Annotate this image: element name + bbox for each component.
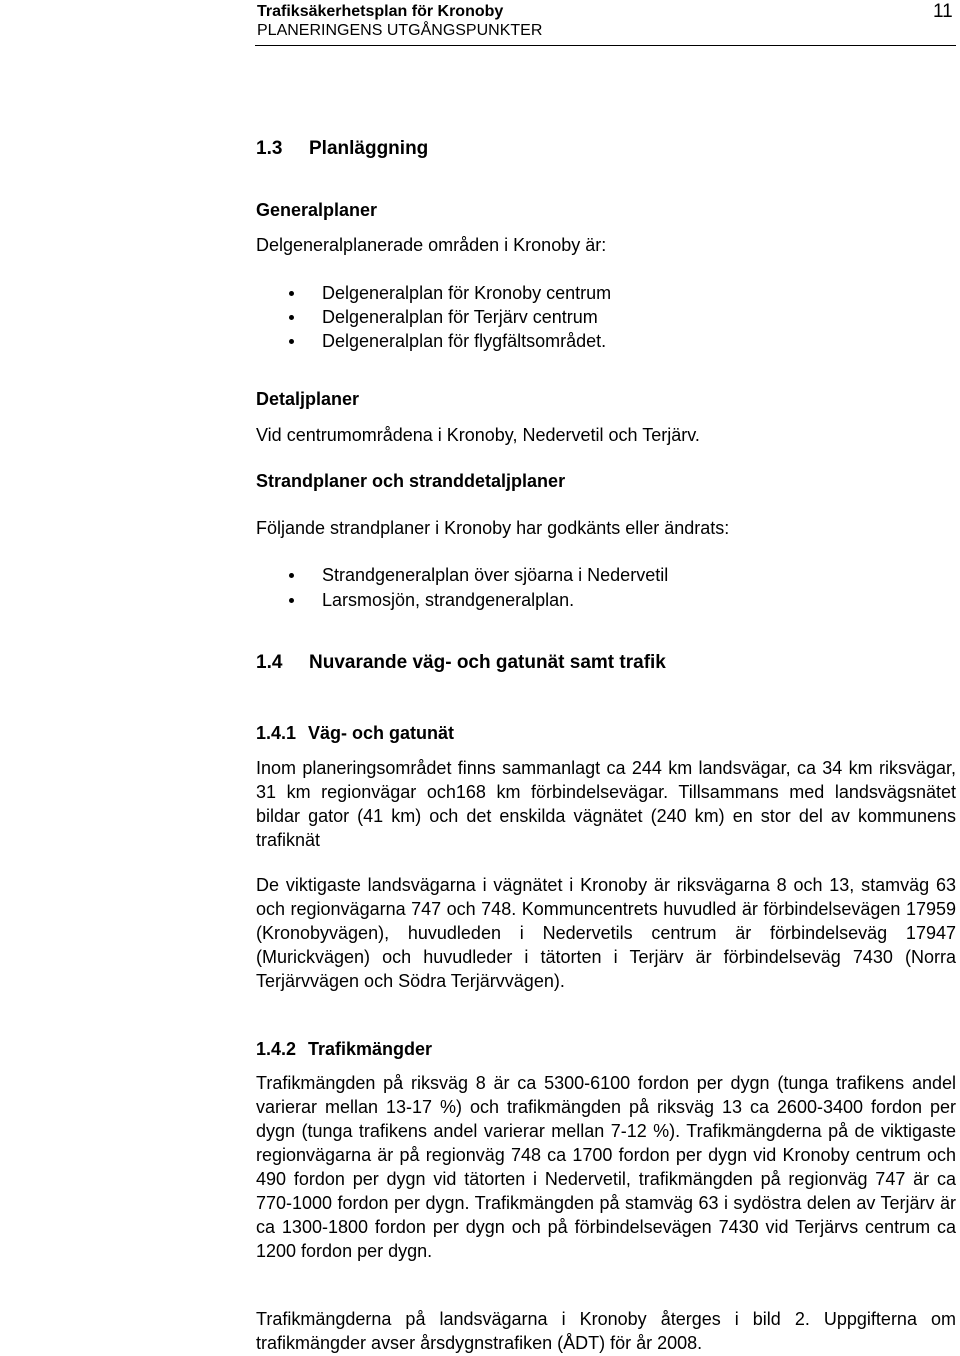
subsection-heading-1-4-1 <box>256 721 956 745</box>
header-title: Trafiksäkerhetsplan för Kronoby <box>257 3 504 20</box>
subsection-number: 1.4.1 <box>256 723 297 743</box>
subsection-heading-1-4-2 <box>256 1037 956 1061</box>
paragraph: Trafikmängderna på landsvägarna i Kronoby återges i bild 2. Uppgifterna om trafikmängder avser årsdygnstrafiken (ÅDT) för år 2008. <box>256 1309 956 1353</box>
header-divider <box>255 45 956 46</box>
section-heading-1-3 <box>256 137 956 161</box>
paragraph: Inom planeringsområdet finns sammanlagt ca 244 km landsvägar, ca 34 km riksvägar, 31 km regionvägar och168 km förbindelsevägar. Tillsammans med landsvägsnätet bildar gator (41 km) och det enskilda vägnätet (240 km) en stor del av kommunens trafiknät <box>256 758 956 850</box>
subsection-title: Trafikmängder <box>308 1039 433 1059</box>
generalplaner-heading: Generalplaner <box>256 200 378 220</box>
strandplaner-intro: Följande strandplaner i Kronoby har godkänts eller ändrats: <box>256 518 730 538</box>
subsection-title: Väg- och gatunät <box>308 723 455 743</box>
paragraph: Trafikmängden på riksväg 8 är ca 5300-6100 fordon per dygn (tunga trafikens andel varierar mellan 13-17 %) och trafikmängden på riksväg 13 ca 2600-3400 fordon per dygn (tunga trafikens andel varierar mellan 7-12 %). Trafikmängderna på de viktigaste regionvägarna är på regionväg 748 ca 1700 fordon per dygn vid Kronoby centrum och 490 fordon per dygn vid tätorten i Nedervetil, trafikmängden på regionväg 747 är ca 770-1000 fordon per dygn. Trafikmängden på stamväg 63 i sydöstra delen av Terjärv är ca 1300-1800 fordon per dygn och på förbindelsevägen 7430 vid Terjärvs centrum ca 1200 fordon per dygn. <box>256 1073 956 1261</box>
bullet-icon <box>289 573 294 578</box>
bullet-icon <box>289 291 294 296</box>
strandplaner-heading: Strandplaner och stranddetaljplaner <box>256 471 566 491</box>
detaljplaner-heading: Detaljplaner <box>256 389 360 409</box>
section-heading-1-4 <box>256 651 956 675</box>
generalplaner-intro: Delgeneralplanerade områden i Kronoby är: <box>256 235 607 255</box>
section-number: 1.4 <box>256 652 283 673</box>
section-number: 1.3 <box>256 138 283 159</box>
bullet-icon <box>289 339 294 344</box>
bullet-icon <box>289 315 294 320</box>
subsection-number: 1.4.2 <box>256 1039 297 1059</box>
header-subtitle: PLANERINGENS UTGÅNGSPUNKTER <box>257 22 543 39</box>
section-title: Nuvarande väg- och gatunät samt trafik <box>309 652 666 673</box>
page-number: 11 <box>933 1 953 22</box>
detaljplaner-text: Vid centrumområdena i Kronoby, Nedervetil och Terjärv. <box>256 425 700 445</box>
bullet-icon <box>289 598 294 603</box>
paragraph: De viktigaste landsvägarna i vägnätet i Kronoby är riksvägarna 8 och 13, stamväg 63 och regionvägarna 747 och 748. Kommuncentrets huvudled är förbindelsevägen 17959 (Kronobyvägen), huvudleden i Nedervetils centrum är förbindelseväg 17947 (Murickvägen) och huvudleder i tätorten i Terjärv är förbindelseväg 7430 (Norra Terjärvvägen och Södra Terjärvvägen). <box>256 875 956 991</box>
document-page: Trafiksäkerhetsplan för Kronoby PLANERINGENS UTGÅNGSPUNKTER 11 1.3 Planläggning Generalplaner Delgeneralplanerade områden i Kronoby är: Delgeneralplan för Kronoby centrum Delgeneralplan för Terjärv centrum Delgeneralplan för flygfältsområdet. Detaljplaner Vid centrumområdena i Kronoby, Nedervetil och Terjärv. Strandplaner och stranddetaljplaner Följande strandplaner i Kronoby har godkänts eller ändrats: Strandgeneralplan över sjöarna i Nedervetil Larsmosjön, strandgeneralplan. 1.4 Nuvarande väg- och gatunät samt trafik 1.4.1 Väg- och gatunät Inom planeringsområdet finns sammanlagt ca 244 km landsvägar, ca 34 km riksvägar, 31 km regionvägar och168 km förbindelsevägar. Tillsammans med landsvägsnätet bildar gator (41 km) och det enskilda vägnätet (240 km) en stor del av kommunens trafiknät De viktigaste landsvägarna i vägnätet i Kronoby är riksvägarna 8 och 13, stamväg 63 och regionvägarna 747 och 748. Kommuncentrets huvudled är förbindelsevägen 17959 (Kronobyvägen), huvudleden i Nedervetils centrum är förbindelseväg 17947 (Murickvägen) och huvudleder i tätorten i Terjärv är förbindelseväg 7430 (Norra Terjärvvägen och Södra Terjärvvägen). 1.4.2 Trafikmängder Trafikmängden på riksväg 8 är ca 5300-6100 fordon per dygn (tunga trafikens andel varierar mellan 13-17 %) och trafikmängden på riksväg 13 ca 2600-3400 fordon per dygn (tunga trafikens andel varierar mellan 7-12 %). Trafikmängderna på de viktigaste regionvägarna är på regionväg 748 ca 1700 fordon per dygn vid Kronoby centrum och 490 fordon per dygn vid tätorten i Nedervetil, trafikmängden på regionväg 747 är ca 770-1000 fordon per dygn. Trafikmängden på stamväg 63 i sydöstra delen av Terjärv är ca 1300-1800 fordon per dygn och på förbindelsevägen 7430 vid Terjärvs centrum ca 1200 fordon per dygn. Trafikmängderna på landsvägarna i Kronoby återges i bild 2. Uppgifterna om trafikmängder avser årsdygnstrafiken (ÅDT) för år 2008. <box>256 1 956 1353</box>
section-title: Planläggning <box>309 138 429 159</box>
